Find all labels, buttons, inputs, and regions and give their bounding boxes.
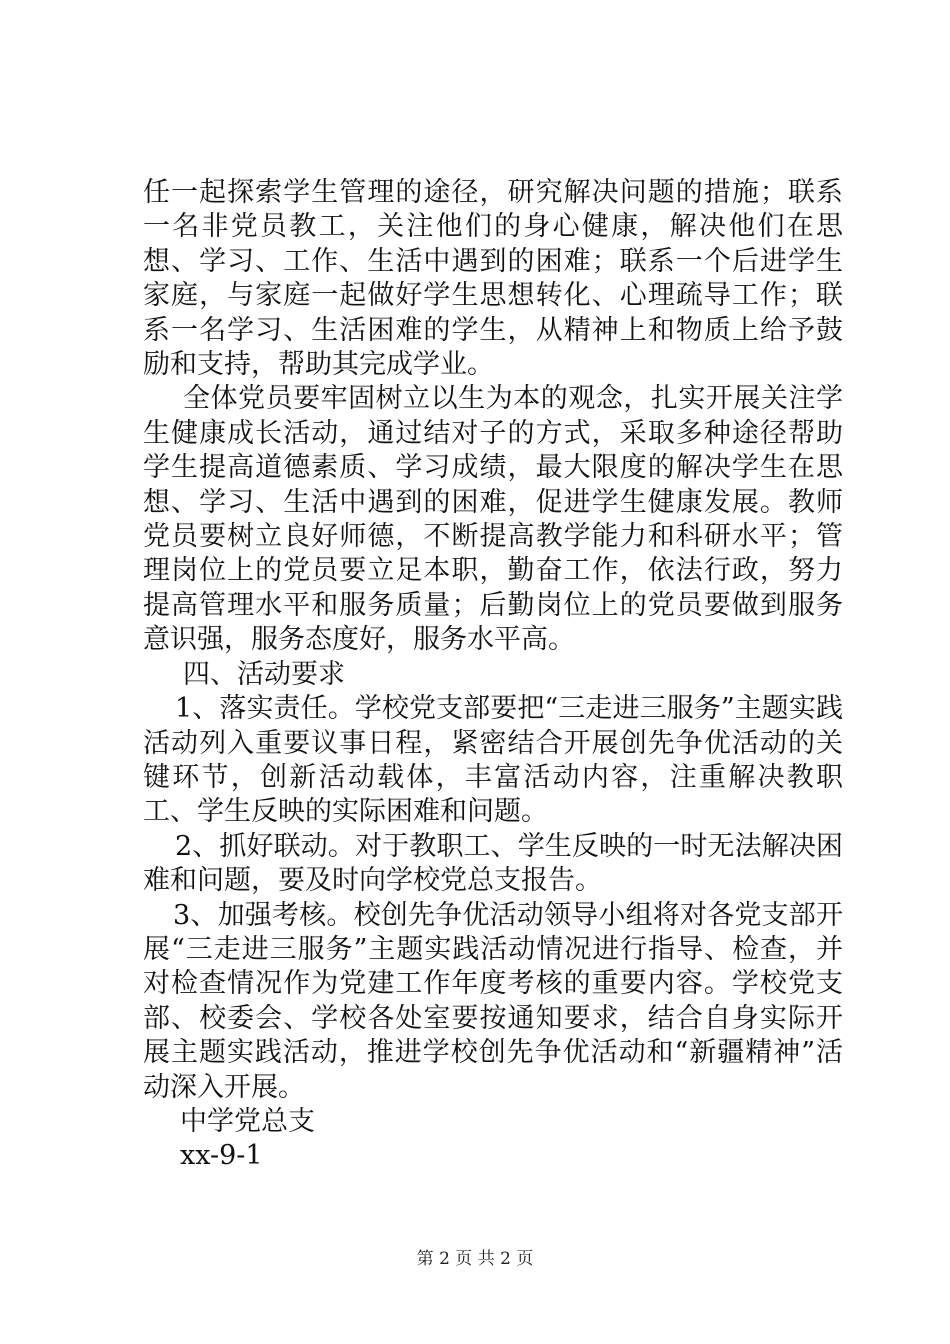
document-body: [143, 176, 843, 1174]
page-footer: 第 2 页 共 2 页: [416, 1249, 534, 1269]
signature-organization: 中学党总支: [180, 1105, 315, 1137]
paragraph-continuation: 任一起探索学生管理的途径，研究解决问题的措施；联系一名非党员教工，关注他们的身心健康，解决他们在思想、学习、工作、生活中遇到的困难；联系一个后进学生家庭，与家庭一起做好学生思想转化、心理疏导工作；联系一名学习、生活困难的学生，从精神上和物质上给予鼓励和支持，帮助其完成学业。: [143, 177, 843, 381]
paragraph-item-2: 2、抓好联动。对于教职工、学生反映的一时无法解决困难和问题，要及时向学校党总支报告。: [143, 830, 843, 897]
signature-date: xx-9-1: [180, 1140, 263, 1172]
section-heading-requirements: 四、活动要求: [183, 658, 345, 690]
paragraph-party-members: 全体党员要牢固树立以生为本的观念，扎实开展关注学生健康成长活动，通过结对子的方式，采取多种途径帮助学生提高道德素质、学习成绩，最大限度的解决学生在思想、学习、生活中遇到的困难，促进学生健康发展。教师党员要树立良好师德，不断提高教学能力和科研水平；管理岗位上的党员要立足本职，勤奋工作，依法行政，努力提高管理水平和服务质量；后勤岗位上的党员要做到服务意识强，服务态度好，服务水平高。: [143, 383, 843, 656]
paragraph-item-3: 3、加强考核。校创先争优活动领导小组将对各党支部开展“三走进三服务”主题实践活动情况进行指导、检查，并对检查情况作为党建工作年度考核的重要内容。学校党支部、校委会、学校各处室要按通知要求，结合自身实际开展主题实践活动，推进学校创先争优活动和“新疆精神”活动深入开展。: [143, 899, 843, 1103]
paragraph-item-1: 1、落实责任。学校党支部要把“三走进三服务”主题实践活动列入重要议事日程，紧密结合开展创先争优活动的关键环节，创新活动载体，丰富活动内容，注重解决教职工、学生反映的实际困难和问题。: [143, 693, 843, 828]
